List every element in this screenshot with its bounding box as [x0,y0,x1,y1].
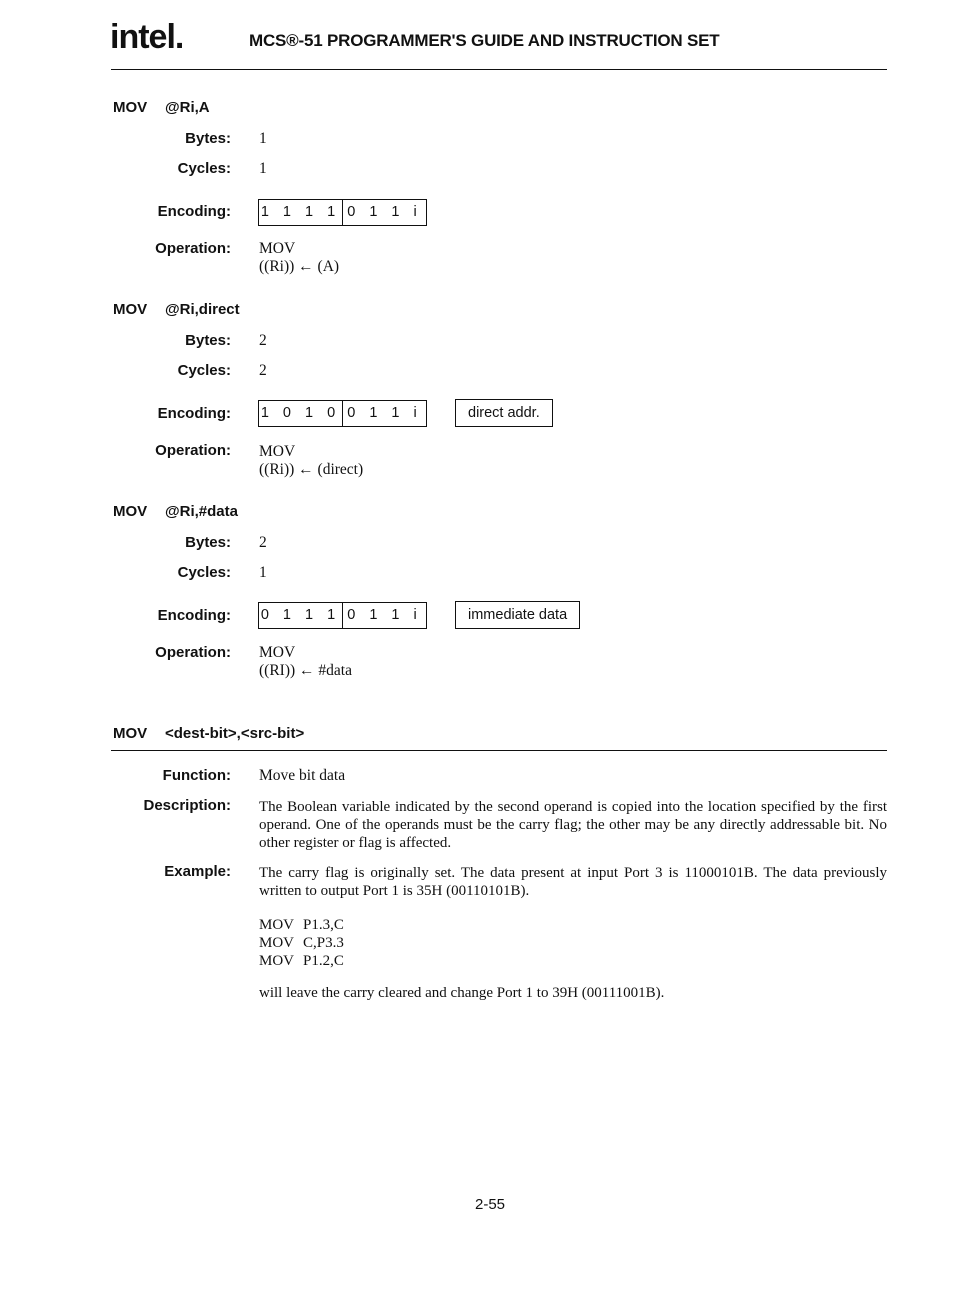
encoding-box [258,400,427,427]
example-text: The carry flag is originally set. The data present at input Port 3 is 11000101B. The data previously written to output Port 1 is 35H (00110101B). [259,865,887,899]
code-line [259,934,344,952]
encoding-immediate-data-box: immediate data [455,601,580,629]
encoding-box [258,199,427,226]
operation-value [259,644,352,680]
operation-line: ((Ri)) ← (direct) [259,461,364,478]
operation-line: MOV [259,644,296,661]
section-mnemonic: MOV [113,301,148,318]
operation-line: ((RI)) ← #data [259,662,352,679]
encoding-high-nibble: 0 1 1 1 [260,607,341,623]
section-title-mov-bit [113,725,304,742]
code-mnemonic: MOV [259,917,295,933]
encoding-label: Encoding: [157,203,231,220]
description-label: Description: [143,797,231,814]
bytes-label: Bytes: [185,130,231,147]
bytes-label: Bytes: [185,332,231,349]
encoding-box [258,602,427,629]
bytes-value: 2 [259,534,267,551]
cycles-value: 1 [259,160,267,177]
encoding-low-nibble: 0 1 1 i [342,603,426,628]
cycles-label: Cycles: [177,160,231,177]
operation-line: ((Ri)) ← (A) [259,258,340,275]
example-label: Example: [164,863,231,880]
bytes-value: 1 [259,130,267,147]
bytes-label: Bytes: [185,534,231,551]
example-code-block [259,916,344,970]
cycles-value: 2 [259,362,267,379]
encoding-low-nibble: 0 1 1 i [342,401,426,426]
operation-line: MOV [259,443,296,460]
code-operands: P1.2,C [303,953,344,969]
example-result-text: will leave the carry cleared and change Port 1 to 39H (00111001B). [259,985,665,1001]
operation-label: Operation: [155,240,231,257]
encoding-label: Encoding: [157,607,231,624]
cycles-label: Cycles: [177,564,231,581]
section-operands: @Ri,direct [165,301,240,318]
operation-line: MOV [259,240,296,257]
encoding-direct-addr-box: direct addr. [455,399,553,427]
section-operands: <dest-bit>,<src-bit> [165,725,305,742]
operation-value [259,240,339,276]
operation-label: Operation: [155,442,231,459]
encoding-low-nibble: 0 1 1 i [342,200,426,225]
section-title-mov-ri-direct [113,301,240,318]
page-number: 2-55 [474,1196,506,1213]
code-line [259,952,344,970]
code-operands: C,P3.3 [303,935,344,951]
code-mnemonic: MOV [259,953,295,969]
code-line [259,916,344,934]
section-mnemonic: MOV [113,99,148,116]
bytes-value: 2 [259,332,267,349]
header-rule [111,69,887,70]
section-mnemonic: MOV [113,503,148,520]
cycles-label: Cycles: [177,362,231,379]
encoding-high-nibble: 1 1 1 1 [260,204,341,220]
operation-label: Operation: [155,644,231,661]
page-header-title: MCS®-51 PROGRAMMER'S GUIDE AND INSTRUCTION SET [249,31,720,50]
code-operands: P1.3,C [303,917,344,933]
section-title-mov-ri-a [113,99,210,116]
section-title-mov-ri-data [113,503,238,520]
intel-logo: intel. [110,18,184,56]
description-text: The Boolean variable indicated by the second operand is copied into the location specified by the first operand. One of the operands must be the carry flag; the other may be any directly addressable bit. No other register or flag is affected. [259,799,887,851]
function-value: Move bit data [259,767,346,784]
section-operands: @Ri,#data [165,503,238,520]
section-mnemonic: MOV [113,725,148,742]
encoding-high-nibble: 1 0 1 0 [260,405,341,421]
section-rule [111,750,887,751]
function-label: Function: [162,767,231,784]
operation-value [259,443,363,479]
encoding-label: Encoding: [157,405,231,422]
cycles-value: 1 [259,564,267,581]
code-mnemonic: MOV [259,935,295,951]
section-operands: @Ri,A [165,99,210,116]
